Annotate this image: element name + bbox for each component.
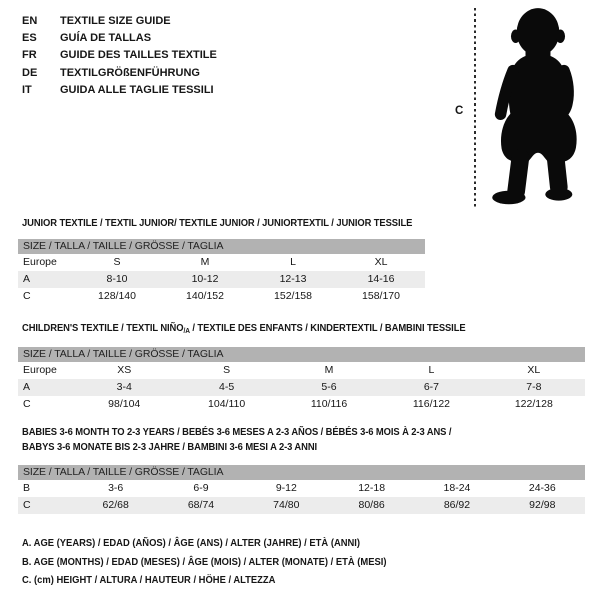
footnote-c: C. (cm) HEIGHT / ALTURA / HAUTEUR / HÖHE / ALTEZZA <box>22 575 276 587</box>
table-row-age <box>18 271 425 288</box>
lang-row-it <box>22 82 217 99</box>
section-title-line1: BABIES 3-6 MONTH TO 2-3 YEARS / BEBÉS 3-6 MESES A 2-3 AÑOS / BÉBÉS 3-6 MOIS À 2-3 ANS / <box>22 427 452 438</box>
age-cell: 12-13 <box>279 273 307 285</box>
height-cell: 98/104 <box>108 398 141 410</box>
lang-code: IT <box>22 83 32 96</box>
age-cell: 5-6 <box>321 381 337 393</box>
footnote-a: A. AGE (YEARS) / EDAD (AÑOS) / ÂGE (ANS) / ALTER (JAHRE) / ETÀ (ANNI) <box>22 538 361 549</box>
lang-code: EN <box>22 15 38 27</box>
babies-size-table <box>18 465 585 514</box>
age-cell: 4-5 <box>219 381 235 393</box>
size-header-bar: SIZE / TALLA / TAILLE / GRÖSSE / TAGLIA <box>18 239 425 254</box>
height-cell: 80/86 <box>358 499 385 511</box>
age-cell: 18-24 <box>443 482 471 494</box>
size-cell: M <box>200 256 210 268</box>
size-cell: XL <box>374 256 388 268</box>
size-cell: L <box>290 256 296 268</box>
junior-size-table <box>18 239 425 305</box>
section-title-text: / TEXTILE DES ENFANTS / KINDERTEXTIL / BAMBINI TESSILE <box>189 323 466 334</box>
table-row-age-months <box>18 480 585 497</box>
row-label: C <box>23 398 31 410</box>
table-row-height <box>18 288 425 305</box>
height-cell: 128/140 <box>98 290 136 302</box>
height-cell: 116/122 <box>412 398 451 410</box>
height-cell: 110/116 <box>310 398 348 410</box>
row-label: A <box>23 273 31 285</box>
age-cell: 8-10 <box>106 273 128 285</box>
row-label: B <box>23 482 31 494</box>
lang-code: ES <box>22 32 37 45</box>
table-row-europe <box>18 254 425 271</box>
age-cell: 6-7 <box>423 381 440 393</box>
section-title-text: CHILDREN'S TEXTILE / TEXTIL NIÑO <box>22 323 184 334</box>
table-row-height <box>18 396 585 413</box>
section-title-junior <box>22 216 412 231</box>
lang-label: GUIDA ALLE TAGLIE TESSILI <box>60 83 214 96</box>
row-label: C <box>23 290 31 302</box>
age-cell: 24-36 <box>528 482 556 494</box>
height-cell: 104/110 <box>208 398 246 410</box>
legend-footnotes <box>22 535 386 591</box>
lang-label: GUIDE DES TAILLES TEXTILE <box>60 49 217 62</box>
size-cell: M <box>324 364 334 376</box>
size-header-bar: SIZE / TALLA / TAILLE / GRÖSSE / TAGLIA <box>18 465 585 480</box>
height-cell: 74/80 <box>273 499 300 511</box>
section-title-babies <box>22 425 451 455</box>
size-header-bar: SIZE / TALLA / TAILLE / GRÖSSE / TAGLIA <box>18 347 585 362</box>
lang-code: DE <box>22 66 38 79</box>
height-cell: 140/152 <box>186 290 224 302</box>
section-title-text: JUNIOR TEXTILE / TEXTIL JUNIOR/ TEXTILE JUNIOR / JUNIORTEXTIL / JUNIOR TESSILE <box>22 218 413 229</box>
footnote-b: B. AGE (MONTHS) / EDAD (MESES) / ÂGE (MOIS) / ALTER (MONATE) / ETÀ (MESI) <box>22 556 387 568</box>
height-cell: 86/92 <box>443 499 471 511</box>
height-cell: 62/68 <box>102 499 129 511</box>
toddler-silhouette-icon <box>486 6 590 209</box>
height-cell: 158/170 <box>362 290 400 302</box>
section-title-line2: BABYS 3-6 MONATE BIS 2-3 JAHRE / BAMBINI 3-6 MESI A 2-3 ANNI <box>22 442 318 453</box>
lang-row-de <box>22 65 217 82</box>
table-row-height <box>18 497 585 514</box>
lang-code: FR <box>22 49 37 62</box>
height-cell: 68/74 <box>187 499 215 511</box>
age-cell: 14-16 <box>367 273 395 285</box>
size-cell: S <box>223 364 231 376</box>
height-cell: 92/98 <box>529 499 556 511</box>
lang-row-en <box>22 13 217 30</box>
lang-label: TEXTILGRÖßENFÜHRUNG <box>60 66 200 79</box>
height-measure-label: C <box>455 105 464 117</box>
age-cell: 3-4 <box>116 381 132 393</box>
age-cell: 9-12 <box>275 482 297 494</box>
size-cell: L <box>428 364 435 376</box>
height-cell: 122/128 <box>514 398 553 410</box>
section-title-subscript: /A <box>183 328 190 335</box>
size-cell: S <box>113 256 121 268</box>
lang-label: TEXTILE SIZE GUIDE <box>60 15 171 27</box>
age-cell: 3-6 <box>108 482 124 494</box>
height-measure-dashed-line <box>474 8 476 207</box>
children-size-table <box>18 347 585 413</box>
size-cell: XS <box>117 364 132 376</box>
row-label: C <box>23 499 31 511</box>
row-label: A <box>23 381 31 393</box>
row-label: Europe <box>23 364 57 376</box>
row-label: Europe <box>23 256 57 268</box>
language-header <box>22 13 217 99</box>
lang-row-fr <box>22 47 217 64</box>
height-cell: 152/158 <box>274 290 312 302</box>
size-cell: XL <box>527 364 541 376</box>
age-cell: 6-9 <box>193 482 209 494</box>
table-row-age <box>18 379 585 396</box>
table-row-europe <box>18 362 585 379</box>
lang-label: GUÍA DE TALLAS <box>60 32 152 45</box>
age-cell: 12-18 <box>358 482 386 494</box>
lang-row-es <box>22 30 217 47</box>
age-cell: 10-12 <box>191 273 219 285</box>
age-cell: 7-8 <box>526 381 542 393</box>
section-title-children <box>22 321 466 339</box>
